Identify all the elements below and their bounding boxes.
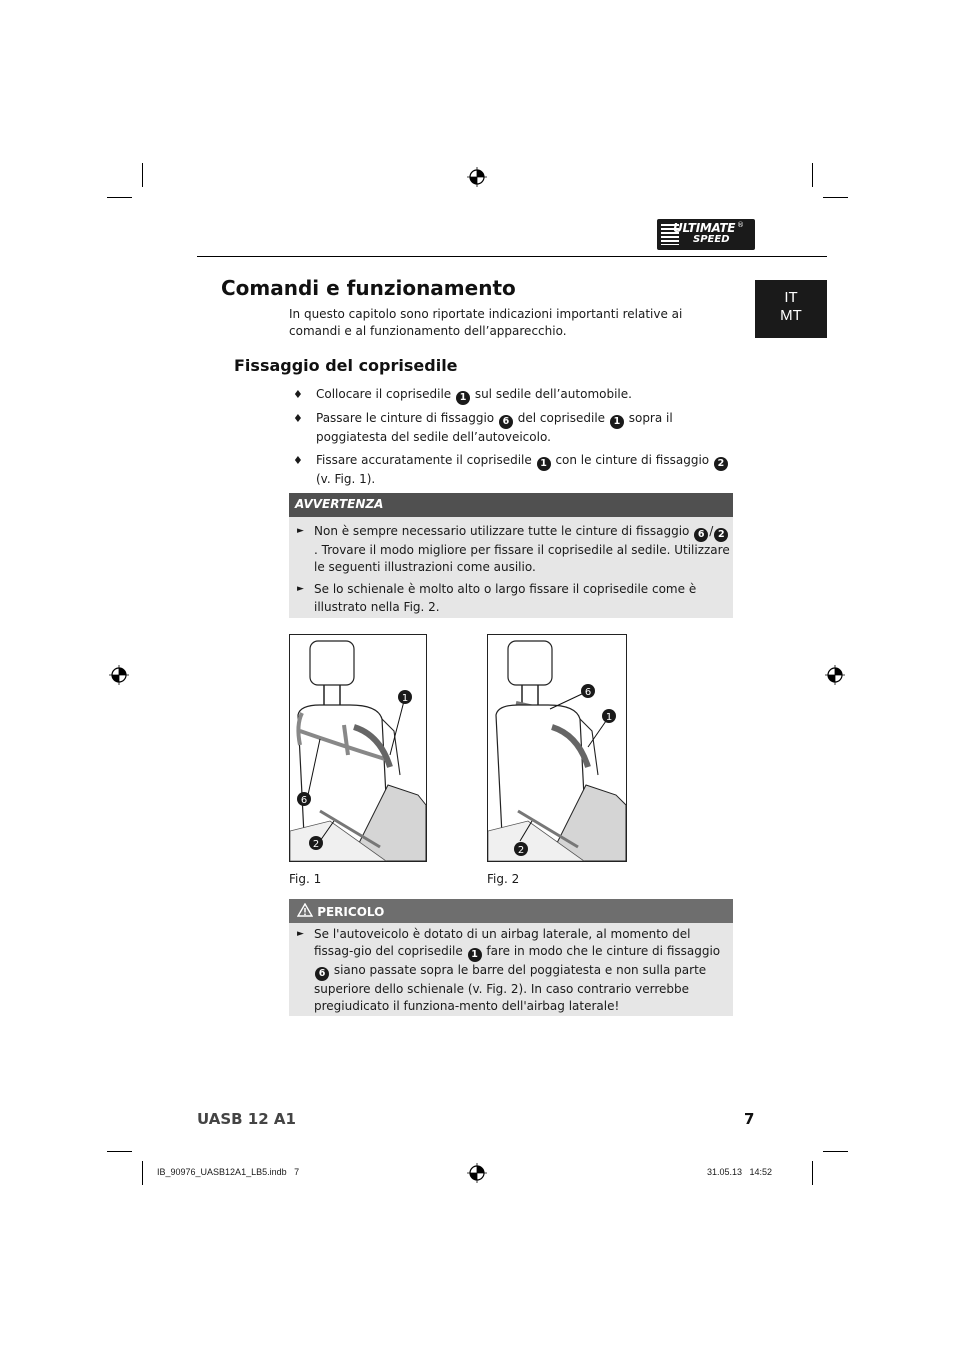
language-tab	[755, 280, 827, 338]
crop-mark	[823, 197, 848, 198]
part-number-badge: 2	[714, 457, 728, 471]
arrow-bullet-icon: ►	[297, 929, 304, 939]
arrow-bullet-icon: ►	[297, 584, 304, 595]
diamond-bullet-icon: ♦	[293, 454, 303, 467]
danger-box	[289, 899, 733, 1016]
step-text: Fissare accuratamente il coprisedile 1 con le cinture di fissaggio 2 (v. Fig. 1).	[316, 452, 733, 488]
print-file-slug: IB_90976_UASB12A1_LB5.indb 7	[157, 1167, 300, 1177]
crop-mark	[107, 1151, 132, 1152]
page-title: Comandi e funzionamento	[221, 276, 516, 300]
registration-mark-icon	[467, 1163, 487, 1183]
step-text: Passare le cinture di fissaggio 6 del coprisedile 1 sopra il poggiatesta del sedile dell’autoveicolo.	[316, 411, 673, 444]
crop-mark	[812, 163, 813, 187]
print-date-slug: 31.05.13 14:52	[707, 1167, 773, 1177]
step-item	[293, 410, 733, 446]
header-rule	[197, 256, 827, 257]
diamond-bullet-icon: ♦	[293, 388, 303, 401]
part-number-badge: 2	[714, 528, 728, 542]
part-number-badge: 1	[468, 948, 482, 962]
danger-heading-bar	[289, 899, 733, 923]
callout-label: 2	[517, 845, 525, 856]
registration-mark-icon	[467, 167, 487, 187]
step-text: Collocare il coprisedile 1 sul sedile dell’automobile.	[316, 387, 632, 403]
part-number-badge: 6	[499, 415, 513, 429]
callout-label: 6	[584, 687, 592, 698]
figure-1-illustration	[289, 634, 427, 862]
registration-mark-icon	[825, 665, 845, 685]
part-number-badge: 6	[315, 967, 329, 981]
callout-label: 6	[300, 795, 308, 806]
crop-mark	[812, 1161, 813, 1185]
step-item	[293, 386, 733, 405]
part-number-badge: 1	[610, 415, 624, 429]
danger-heading: PERICOLO	[317, 905, 385, 919]
callout-label: 2	[312, 839, 320, 850]
figure-1-caption: Fig. 1	[289, 872, 322, 886]
danger-item: ► Se l'autoveicolo è dotato di un airbag laterale, al momento del fissag-gio del coprisedile 1 fare in modo che le cinture di fissaggio 6 siano passate sopra le barre del poggiatesta e non sulla parte superiore dello schienale (v. Fig. 2). In caso contrario verrebbe pregiudicato il funziona-mento dell'airbag laterale!	[297, 927, 721, 1013]
callout-label: 1	[605, 712, 613, 723]
notice-item: ► Se lo schienale è molto alto o largo fissare il coprisedile come è illustrato nella Fig. 2.	[297, 582, 697, 614]
notice-item: ► Non è sempre necessario utilizzare tutte le cinture di fissaggio 6 / 2. Trovare il modo migliore per fissare il coprisedile al sedile. Utilizzare le seguenti illustrazioni come ausilio.	[297, 524, 730, 574]
logo-line2: SPEED	[693, 234, 730, 245]
intro-paragraph: In questo capitolo sono riportate indicazioni importanti relative ai comandi e al funzionamento dell’apparecchio.	[289, 307, 683, 338]
diamond-bullet-icon: ♦	[293, 412, 303, 425]
warning-triangle-icon	[297, 903, 313, 917]
crop-mark	[107, 197, 132, 198]
figure-2-illustration	[487, 634, 627, 862]
figure-2-caption: Fig. 2	[487, 872, 520, 886]
part-number-badge: 1	[537, 457, 551, 471]
crop-mark	[823, 1151, 848, 1152]
logo-line1: ULTIMATE	[673, 221, 736, 235]
part-number-badge: 1	[456, 391, 470, 405]
arrow-bullet-icon: ►	[297, 526, 304, 536]
notice-heading: AVVERTENZA	[289, 493, 733, 517]
brand-logo	[657, 219, 755, 250]
page-number: 7	[744, 1110, 755, 1128]
step-item	[293, 452, 733, 488]
model-number: UASB 12 A1	[197, 1110, 296, 1128]
language-code-mt: MT	[780, 307, 802, 324]
registration-mark-icon	[109, 665, 129, 685]
crop-mark	[142, 1161, 143, 1185]
logo-registered-mark: ®	[737, 221, 744, 229]
crop-mark	[142, 163, 143, 187]
notice-box	[289, 493, 733, 618]
part-number-badge: 6	[694, 528, 708, 542]
section-title: Fissaggio del coprisedile	[234, 356, 458, 375]
language-code-it: IT	[784, 289, 798, 306]
callout-label: 1	[401, 693, 409, 704]
